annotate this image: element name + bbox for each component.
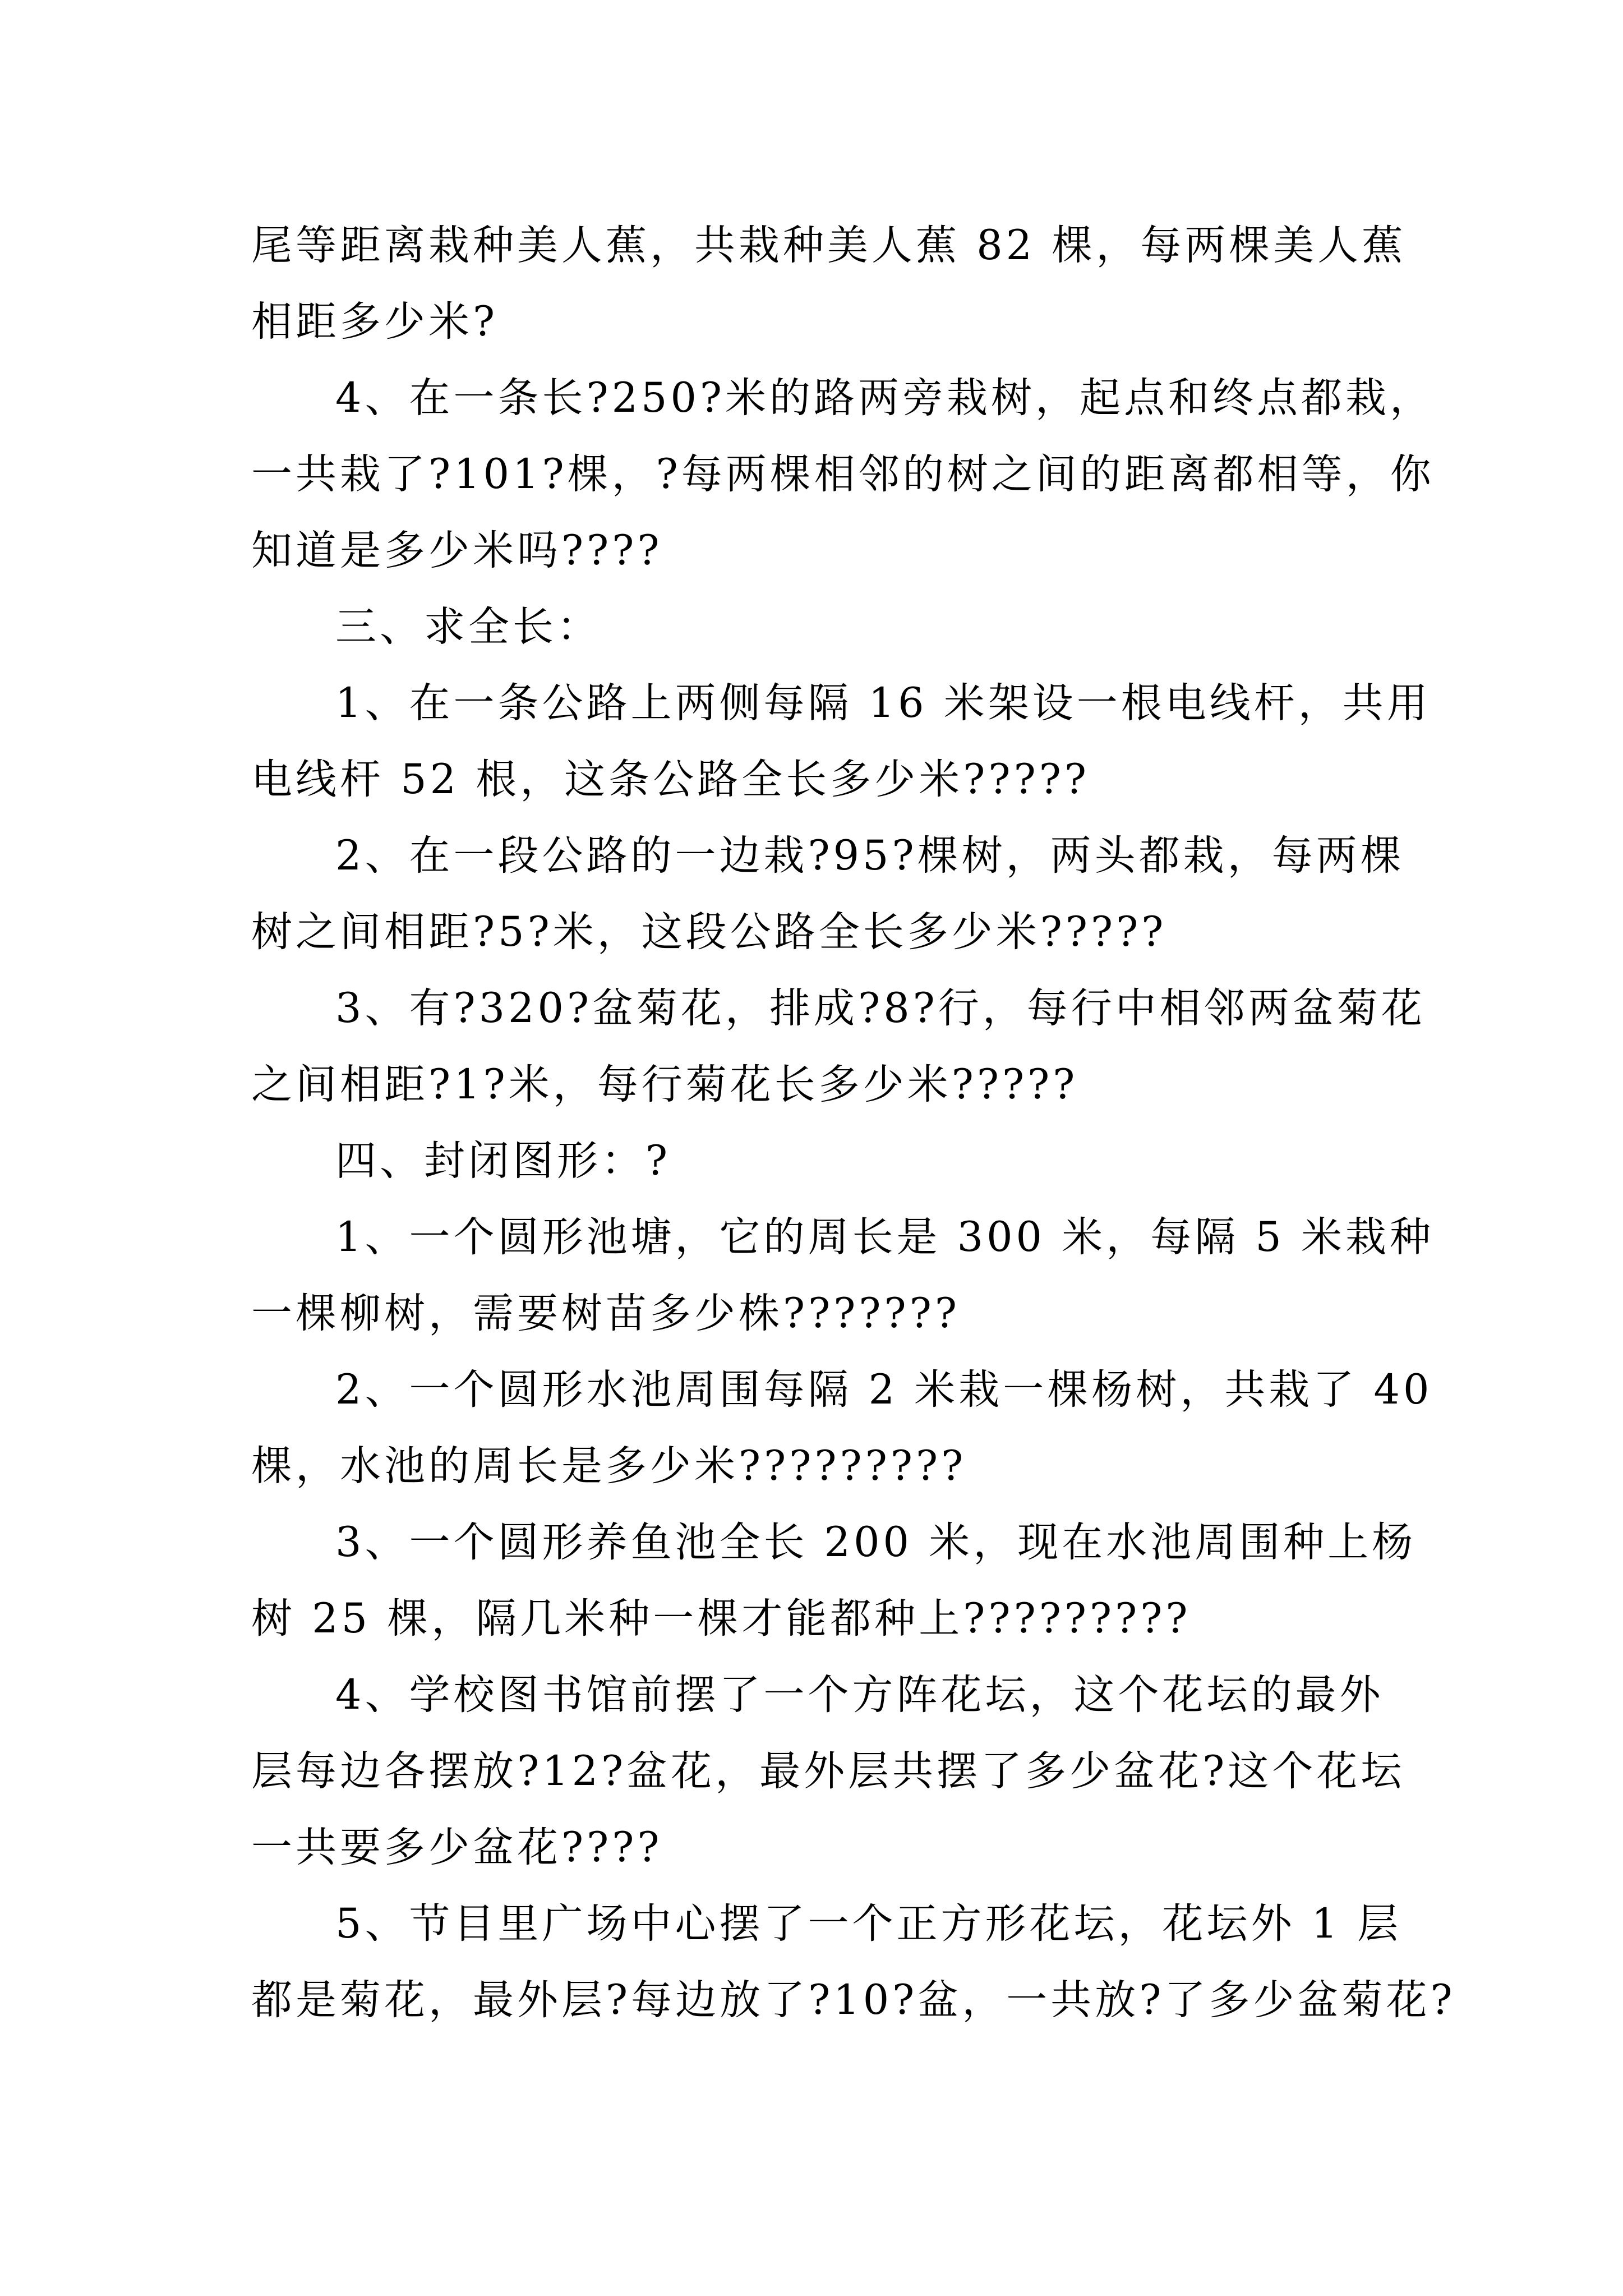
text-line: 一棵柳树，需要树苗多少株??????? (251, 1290, 960, 1337)
text-line: 5、节目里广场中心摆了一个正方形花坛，花坛外 1 层 (335, 1900, 1402, 1948)
text-line: 4、学校图书馆前摆了一个方阵花坛，这个花坛的最外 (335, 1671, 1384, 1719)
text-line: 相距多少米? (251, 298, 499, 346)
text-line: 2、一个圆形水池周围每隔 2 米栽一棵杨树，共栽了 40 (335, 1366, 1433, 1414)
text-line: 尾等距离栽种美人蕉，共栽种美人蕉 82 棵，每两棵美人蕉 (251, 222, 1407, 269)
text-line: 3、一个圆形养鱼池全长 200 米，现在水池周围种上杨 (335, 1519, 1417, 1566)
text-line: 树之间相距?5?米，这段公路全长多少米????? (251, 908, 1167, 956)
text-line: 棵，水池的周长是多少米????????? (251, 1442, 967, 1490)
text-line: 一共要多少盆花???? (251, 1824, 663, 1871)
text-line: 2、在一段公路的一边栽?95?棵树，两头都栽，每两棵 (335, 832, 1405, 880)
text-line: 层每边各摆放?12?盆花，最外层共摆了多少盆花?这个花坛 (251, 1747, 1405, 1795)
text-line: 4、在一条长?250?米的路两旁栽树，起点和终点都栽， (335, 374, 1435, 422)
text-line: 3、有?320?盆菊花，排成?8?行，每行中相邻两盆菊花 (335, 984, 1426, 1032)
section-heading: 四、封闭图形：? (335, 1137, 671, 1185)
text-line: 一共栽了?101?棵，?每两棵相邻的树之间的距离都相等，你 (251, 450, 1435, 498)
text-line: 之间相距?1?米，每行菊花长多少米????? (251, 1061, 1078, 1108)
text-line: 1、在一条公路上两侧每隔 16 米架设一根电线杆，共用 (335, 679, 1431, 727)
text-line: 1、一个圆形池塘，它的周长是 300 米，每隔 5 米栽种 (335, 1213, 1435, 1261)
text-line: 知道是多少米吗???? (251, 527, 663, 574)
section-heading: 三、求全长： (335, 603, 601, 651)
text-line: 树 25 棵，隔几米种一棵才能都种上????????? (251, 1595, 1191, 1642)
text-line: 电线杆 52 根，这条公路全长多少米????? (251, 756, 1090, 803)
text-line: 都是菊花，最外层?每边放了?10?盆，一共放?了多少盆菊花? (251, 1976, 1456, 2024)
